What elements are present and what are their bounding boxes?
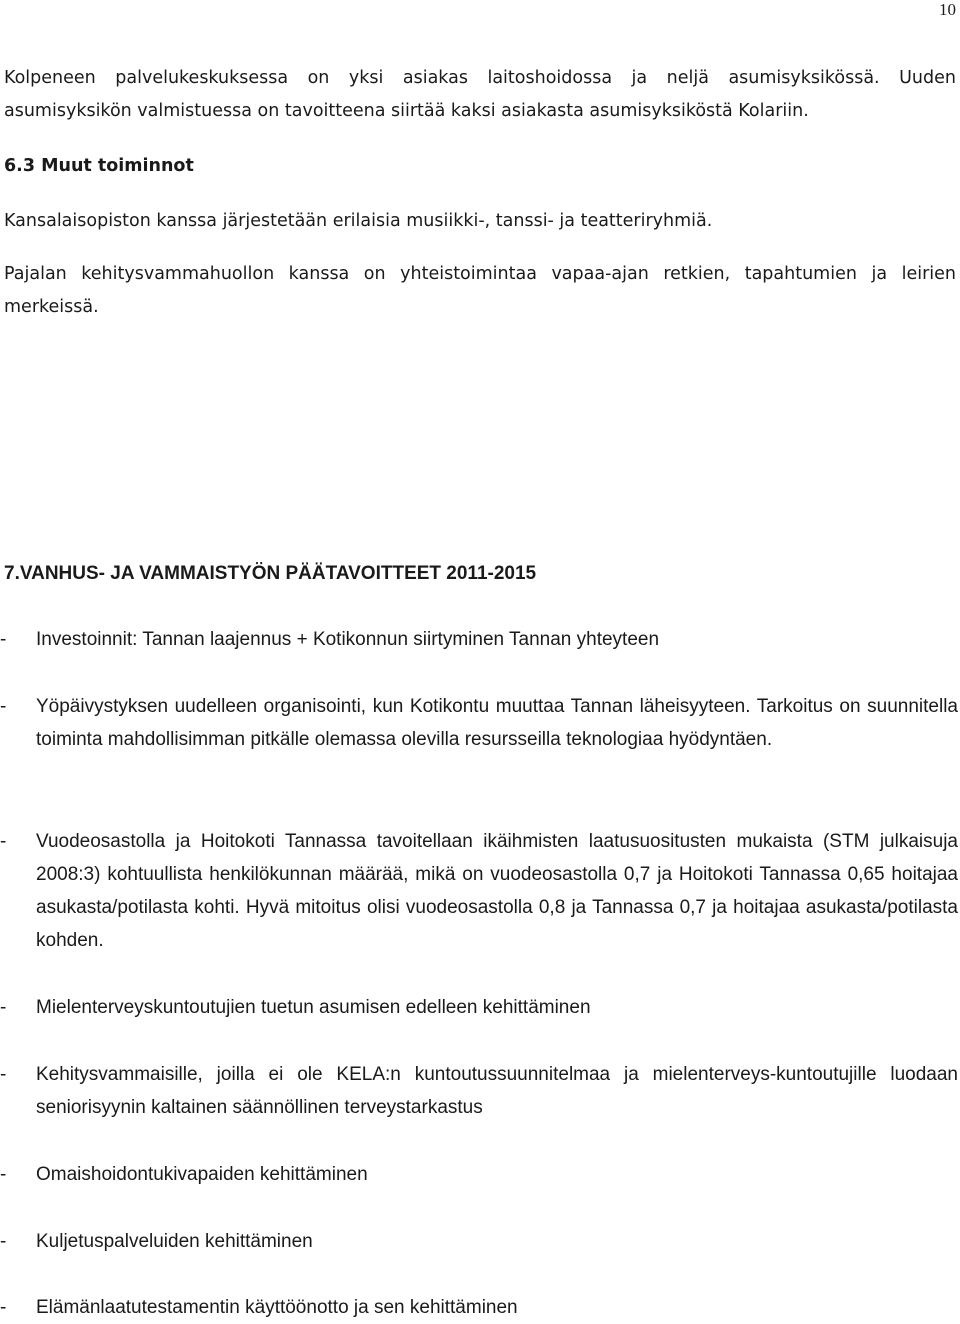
list-item <box>0 1158 958 1191</box>
list-item-text: Vuodeosastolla ja Hoitokoti Tannassa tavoitellaan ikäihmisten laatusuositusten mukaista (STM julkaisuja 2008:3) kohtuullista henkilökunnan määrää, mikä on vuodeosastolla 0,7 ja Hoitokoti Tannassa 0,65 hoitajaa asukasta/potilasta kohti. Hyvä mitoitus olisi vuodeosastolla 0,8 ja Tannassa 0,7 ja hoitajaa asukasta/potilasta kohden. <box>36 831 958 951</box>
list-bullet: - <box>0 831 7 852</box>
list-bullet: - <box>0 1231 7 1252</box>
list-item <box>0 690 958 756</box>
list-bullet: - <box>0 997 7 1018</box>
list-item-text: Elämänlaatutestamentin käyttöönotto ja sen kehittäminen <box>36 1297 518 1318</box>
list-item <box>0 991 958 1024</box>
list-item-text: Kehitysvammaisille, joilla ei ole KELA:n kuntoutussuunnitelmaa ja mielenterveys-kuntoutujille luodaan seniorisyynin kaltainen säännöllinen terveystarkastus <box>36 1064 958 1118</box>
list-item <box>0 825 958 957</box>
list-item <box>0 1058 958 1124</box>
list-item <box>0 1225 958 1258</box>
page-number: 10 <box>939 0 956 19</box>
list-bullet: - <box>0 696 7 717</box>
list-item-text: Kuljetuspalveluiden kehittäminen <box>36 1231 313 1252</box>
list-item-text: Investoinnit: Tannan laajennus + Kotikonnun siirtyminen Tannan yhteyteen <box>36 629 660 650</box>
section-heading-7: 7.VANHUS- JA VAMMAISTYÖN PÄÄTAVOITTEET 2011-2015 <box>4 563 537 584</box>
list-bullet: - <box>0 1297 7 1318</box>
list-bullet: - <box>0 1064 7 1085</box>
list-item-text: Yöpäivystyksen uudelleen organisointi, kun Kotikontu muuttaa Tannan läheisyyteen. Tarkoitus on suunnitella toiminta mahdollisimman pitkälle olemassa olevilla resursseilla teknologiaa hyödyntäen. <box>36 696 958 750</box>
list-item <box>0 623 958 656</box>
list-item-text: Omaishoidontukivapaiden kehittäminen <box>36 1164 368 1185</box>
list-item <box>0 1291 958 1324</box>
paragraph-kolpene: Kolpeneen palvelukeskuksessa on yksi asiakas laitoshoidossa ja neljä asumisyksikössä. Uuden asumisyksikön valmistuessa on tavoitteena siirtää kaksi asiakasta asumisyksiköstä Kolariin. <box>4 68 956 121</box>
paragraph-pajala: Pajalan kehitysvammahuollon kanssa on yhteistoimintaa vapaa-ajan retkien, tapahtumien ja leirien merkeissä. <box>4 264 956 317</box>
list-bullet: - <box>0 629 7 650</box>
section-heading-6-3: 6.3 Muut toiminnot <box>4 156 194 176</box>
list-bullet: - <box>0 1164 7 1185</box>
paragraph-kansalaisopisto: Kansalaisopiston kanssa järjestetään erilaisia musiikki-, tanssi- ja teatteriryhmiä. <box>4 211 713 231</box>
list-item-text: Mielenterveyskuntoutujien tuetun asumisen edelleen kehittäminen <box>36 997 591 1018</box>
